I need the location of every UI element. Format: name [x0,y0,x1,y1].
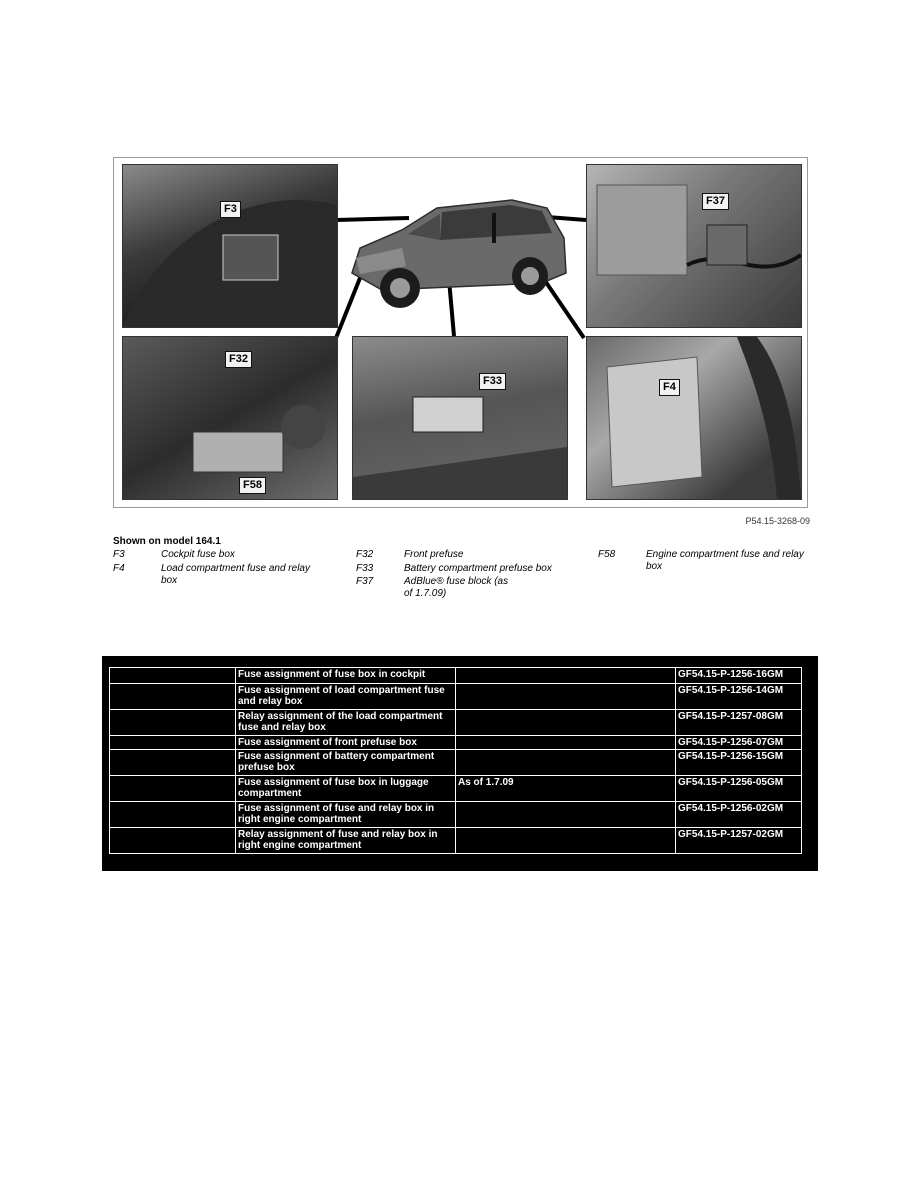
legend-item [356,549,566,563]
legend-item [598,549,808,575]
callout-f32: F32 [225,351,252,368]
table-cell: As of 1.7.09 [456,776,676,802]
legend-text: Engine compartment fuse and relay box [646,549,804,572]
photo-cockpit [122,164,338,328]
table-cell[interactable]: Relay assignment of the load compartment fuse and relay box [236,710,456,736]
fuse-location-figure [113,157,808,508]
photo-adblue [586,164,802,328]
table-cell [456,736,676,750]
table-row [110,684,802,710]
table-row [110,828,802,854]
table-row [110,668,802,684]
table-cell[interactable]: Fuse assignment of fuse box in cockpit [236,668,456,684]
legend-code: F37 [356,576,374,587]
photo-battery-compartment [352,336,568,500]
table-cell[interactable]: GF54.15-P-1257-02GM [676,828,802,854]
legend-text: Load compartment fuse and relay box [161,563,310,586]
legend-item [356,576,566,602]
table-cell [110,668,236,684]
references-table [109,667,802,854]
photo-front-prefuse [122,336,338,500]
table-cell [456,750,676,776]
figure-code: P54.15-3268-09 [745,516,810,526]
table-cell [110,750,236,776]
table-cell [456,710,676,736]
table-cell[interactable]: Fuse assignment of fuse and relay box in right engine compartment [236,802,456,828]
legend-item [113,549,323,563]
caption-title: Shown on model 164.1 [113,536,221,547]
vehicle-image [342,178,572,318]
table-row [110,750,802,776]
document-references-table [102,656,818,871]
legend-text: Cockpit fuse box [161,549,235,560]
table-row [110,710,802,736]
table-cell[interactable]: Fuse assignment of load compartment fuse and relay box [236,684,456,710]
table-cell [456,802,676,828]
legend-code: F33 [356,563,374,574]
table-cell[interactable]: GF54.15-P-1256-07GM [676,736,802,750]
table-cell[interactable]: GF54.15-P-1256-14GM [676,684,802,710]
table-cell[interactable]: GF54.15-P-1256-15GM [676,750,802,776]
table-cell[interactable]: GF54.15-P-1256-02GM [676,802,802,828]
legend-text: AdBlue® fuse block (as of 1.7.09) [404,576,509,599]
photo-load-compartment [586,336,802,500]
table-cell [456,668,676,684]
callout-f4: F4 [659,379,680,396]
table-cell[interactable]: Fuse assignment of fuse box in luggage compartment [236,776,456,802]
table-cell[interactable]: Fuse assignment of front prefuse box [236,736,456,750]
table-cell [456,828,676,854]
legend-code: F58 [598,549,616,560]
table-cell [110,736,236,750]
table-cell [110,684,236,710]
legend-code: F3 [113,549,125,560]
callout-f3: F3 [220,201,241,218]
table-cell[interactable]: Relay assignment of fuse and relay box in right engine compartment [236,828,456,854]
table-cell[interactable]: GF54.15-P-1256-05GM [676,776,802,802]
table-row [110,802,802,828]
legend-item [356,563,566,577]
legend-code: F4 [113,563,125,574]
table-cell[interactable]: GF54.15-P-1256-16GM [676,668,802,684]
callout-f33: F33 [479,373,506,390]
legend-text: Battery compartment prefuse box [404,563,552,574]
table-cell[interactable]: GF54.15-P-1257-08GM [676,710,802,736]
table-row [110,736,802,750]
table-cell[interactable]: Fuse assignment of battery compartment prefuse box [236,750,456,776]
table-cell [110,776,236,802]
callout-f58: F58 [239,477,266,494]
table-row [110,776,802,802]
table-cell [110,710,236,736]
legend-text: Front prefuse [404,549,464,560]
table-cell [110,802,236,828]
table-cell [110,828,236,854]
legend-code: F32 [356,549,374,560]
legend-item [113,563,323,589]
table-cell [456,684,676,710]
callout-f37: F37 [702,193,729,210]
